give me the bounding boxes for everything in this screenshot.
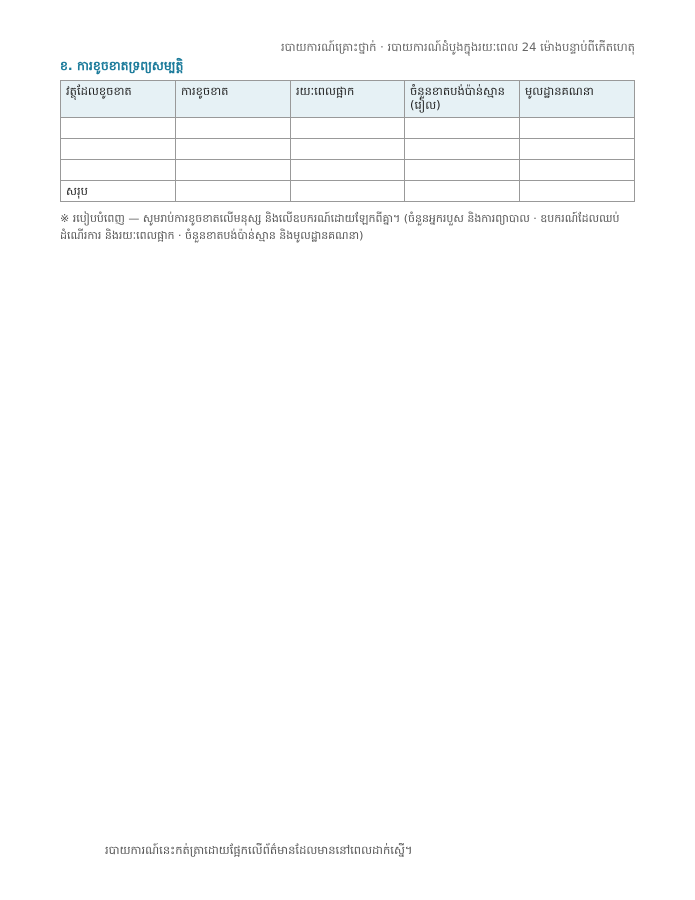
column-header-calculation-basis: មូលដ្ឋានគណនា — [520, 81, 635, 118]
column-header-downtime: រយៈពេលផ្អាក — [291, 81, 405, 118]
table-cell[interactable] — [61, 139, 176, 160]
table-cell[interactable] — [520, 139, 635, 160]
table-cell[interactable] — [291, 160, 405, 181]
table-cell[interactable] — [291, 118, 405, 139]
table-total-row — [61, 181, 635, 202]
column-header-damage: ការខូចខាត — [176, 81, 291, 118]
table-cell[interactable] — [520, 181, 635, 202]
section-title: ខ. ការខូចខាតទ្រព្យសម្បត្តិ — [60, 58, 184, 73]
property-damage-table — [60, 80, 635, 202]
table-cell[interactable] — [291, 181, 405, 202]
table-cell[interactable] — [405, 160, 520, 181]
table-cell[interactable] — [176, 139, 291, 160]
table-row — [61, 160, 635, 181]
table-cell[interactable] — [61, 160, 176, 181]
table-row — [61, 139, 635, 160]
filling-instructions-note: ※ របៀបបំពេញ — សូមរាប់ការខូចខាតលើមនុស្ស និងលើឧបករណ៍ដោយឡែកពីគ្នា។ (ចំនួនអ្នករបួស និងការព្យាបាល · ឧបករណ៍ដែលឈប់ដំណើរការ និងរយៈពេលផ្អាក · ចំនួនខាតបង់ប៉ាន់ស្មាន និងមូលដ្ឋានគណនា) — [60, 212, 620, 242]
column-header-damaged-item: វត្ថុដែលខូចខាត — [61, 81, 176, 118]
column-header-estimated-loss: ចំនួនខាតបង់ប៉ាន់ស្មាន (រៀល) — [405, 81, 520, 118]
table-cell[interactable] — [176, 160, 291, 181]
page-footer: របាយការណ៍នេះកត់ត្រាដោយផ្អែកលើព័ត៌មានដែលមាននៅពេលដាក់ស្នើ។ — [105, 843, 413, 857]
table-cell[interactable] — [520, 160, 635, 181]
table-cell[interactable] — [291, 139, 405, 160]
table-row — [61, 118, 635, 139]
table-cell[interactable] — [405, 139, 520, 160]
table-cell[interactable] — [61, 118, 176, 139]
table-cell[interactable] — [405, 118, 520, 139]
total-label: សរុប — [61, 181, 176, 202]
table-header-row — [61, 81, 635, 118]
table-cell[interactable] — [520, 118, 635, 139]
table-cell[interactable] — [176, 118, 291, 139]
table-cell[interactable] — [176, 181, 291, 202]
page-header: របាយការណ៍គ្រោះថ្នាក់ · របាយការណ៍ដំបូងក្នុងរយៈពេល 24 ម៉ោងបន្ទាប់ពីកើតហេតុ — [280, 40, 635, 54]
table-cell[interactable] — [405, 181, 520, 202]
